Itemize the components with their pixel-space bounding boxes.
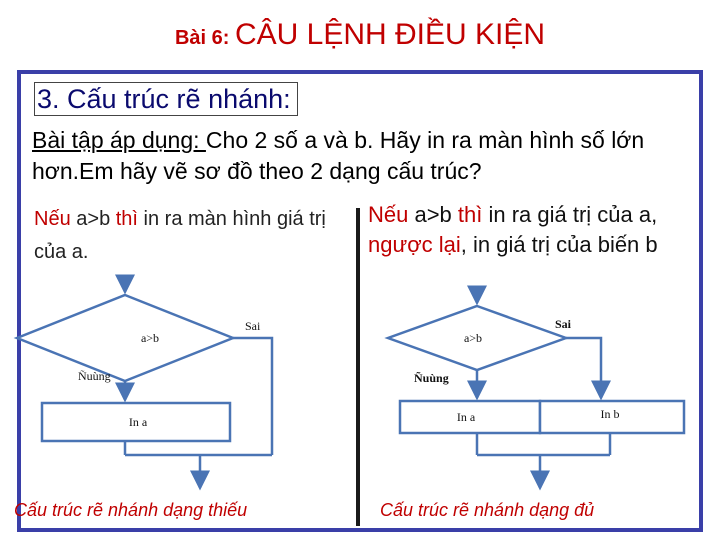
left-action-label: In a bbox=[128, 415, 148, 429]
left-no-label: Sai bbox=[245, 319, 261, 333]
right-flowchart bbox=[388, 290, 684, 488]
right-keyword-if: Nếu bbox=[368, 202, 409, 227]
left-decision-diamond bbox=[17, 295, 233, 381]
title-main: CÂU LỆNH ĐIỀU KIỆN bbox=[234, 18, 546, 51]
right-no-label: Sai bbox=[555, 317, 572, 331]
left-no-branch bbox=[233, 338, 272, 455]
right-no-branch bbox=[566, 338, 601, 398]
left-yes-label: Ñuùng bbox=[78, 369, 111, 383]
section-subtitle: 3. Cấu trúc rẽ nhánh: bbox=[34, 82, 298, 116]
left-description-rest: in ra màn hình giá trị của a. bbox=[34, 208, 326, 263]
left-keyword-then: thì bbox=[115, 208, 138, 230]
left-flowchart bbox=[17, 278, 272, 488]
left-caption: Cấu trúc rẽ nhánh dạng thiếu bbox=[14, 500, 248, 520]
right-yes-label: Ñuùng bbox=[414, 371, 449, 385]
right-condition-text: a>b bbox=[408, 202, 458, 227]
title-prefix: Bài 6: bbox=[174, 27, 235, 49]
right-keyword-else: ngược lại bbox=[368, 232, 461, 257]
right-keyword-then: thì bbox=[457, 202, 483, 227]
left-keyword-if: Nếu bbox=[34, 208, 71, 230]
right-caption: Cấu trúc rẽ nhánh dạng đủ bbox=[380, 500, 595, 520]
right-description-rest2: , in giá trị của biến b bbox=[460, 232, 658, 257]
right-action-true-label: In a bbox=[456, 410, 476, 424]
right-action-false-label: In b bbox=[600, 407, 620, 421]
task-label: Bài tập áp dụng: bbox=[32, 127, 206, 153]
left-condition-label: a>b bbox=[140, 331, 160, 345]
task-body: Cho 2 số a và b. Hãy in ra màn hình số lớn hơn.Em hãy vẽ sơ đồ theo 2 dạng cấu trúc? bbox=[32, 127, 645, 184]
right-description-rest1: in ra giá trị của a, bbox=[482, 202, 658, 227]
right-condition-label: a>b bbox=[463, 331, 483, 345]
left-condition-text: a>b bbox=[70, 208, 116, 230]
